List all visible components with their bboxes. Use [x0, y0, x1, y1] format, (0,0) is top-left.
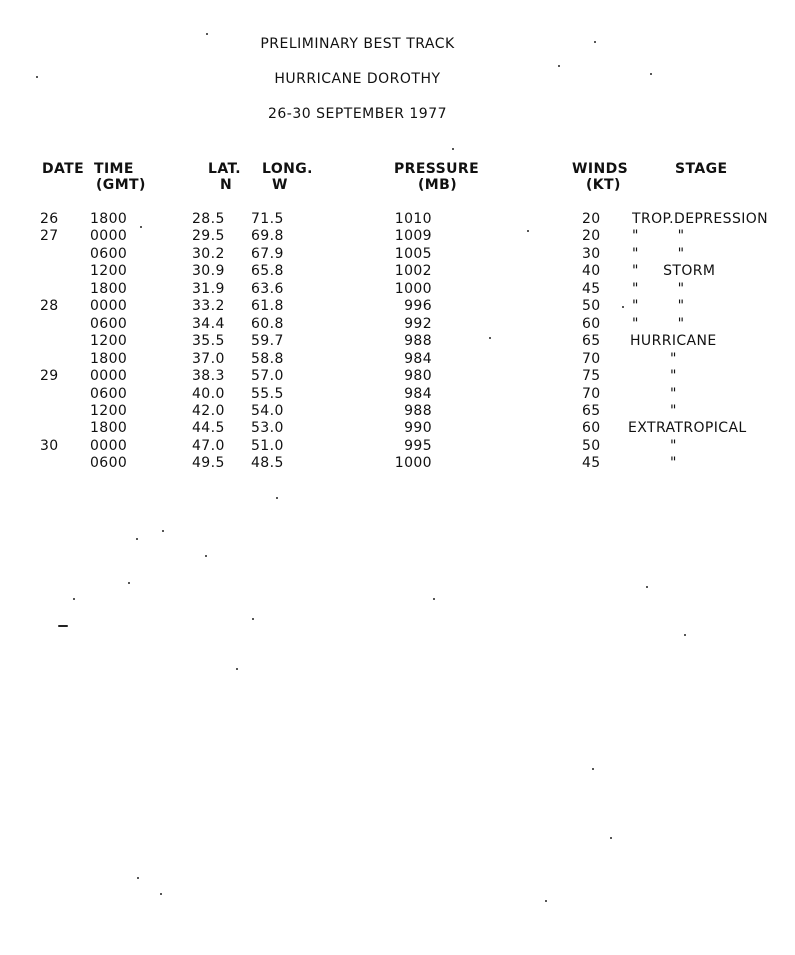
cell-date: 29: [40, 368, 59, 385]
cell-lat: 33.2: [192, 298, 225, 315]
cell-long: 67.9: [251, 245, 284, 262]
speck: [650, 73, 652, 75]
cell-long: 71.5: [251, 211, 284, 227]
cell-winds: 45: [582, 280, 601, 297]
cell-winds: 70: [582, 350, 601, 367]
cell-long: 53.0: [251, 420, 284, 437]
cell-time: 0000: [90, 298, 128, 315]
cell-long: 48.5: [251, 455, 284, 472]
header-winds-unit: (KT): [586, 177, 621, 193]
speck: [140, 226, 142, 228]
cell-pressure: 984: [404, 385, 432, 402]
cell-pressure: 1000: [394, 280, 432, 297]
speck: [276, 497, 278, 499]
speck: [622, 306, 624, 308]
cell-winds: 70: [582, 385, 601, 402]
cell-winds: 65: [582, 402, 601, 419]
speck: [236, 668, 238, 670]
storm-name: HURRICANE DOROTHY: [274, 71, 441, 87]
speck: [73, 598, 75, 600]
cell-time: 0000: [90, 228, 128, 245]
speck: [594, 41, 596, 43]
cell-time: 1800: [90, 350, 128, 367]
cell-long: 59.7: [251, 333, 284, 350]
cell-stage: TROP.DEPRESSION: [632, 211, 769, 227]
cell-stage: ": [670, 455, 677, 472]
cell-stage: " STORM: [632, 263, 716, 280]
cell-stage: " ": [632, 298, 685, 315]
date-range: 26-30 SEPTEMBER 1977: [267, 106, 448, 122]
cell-long: 55.5: [251, 385, 284, 402]
cell-long: 61.8: [251, 298, 284, 315]
cell-time: 1200: [90, 402, 128, 419]
cell-long: 60.8: [251, 315, 284, 332]
cell-time: 0600: [90, 245, 128, 262]
cell-stage: " ": [632, 228, 685, 245]
cell-time: 1200: [90, 333, 128, 350]
cell-stage: ": [670, 437, 677, 454]
cell-stage: " ": [632, 280, 685, 297]
speck: [610, 837, 612, 839]
cell-time: 0600: [90, 315, 128, 332]
cell-lat: 31.9: [192, 280, 225, 297]
cell-winds: 45: [582, 455, 601, 472]
speck: [433, 598, 435, 600]
speck: [128, 582, 130, 584]
cell-pressure: 980: [404, 368, 432, 385]
cell-pressure: 1005: [394, 245, 432, 262]
cell-pressure: 1009: [394, 228, 432, 245]
cell-pressure: 984: [404, 350, 432, 367]
header-lat-unit: N: [220, 177, 233, 193]
header-date: DATE: [42, 161, 85, 177]
speck: [558, 65, 560, 67]
cell-winds: 60: [582, 420, 601, 437]
cell-winds: 30: [582, 245, 601, 262]
cell-stage: ": [670, 350, 677, 367]
cell-winds: 65: [582, 333, 601, 350]
header-pressure-unit: (MB): [418, 177, 457, 193]
header-pressure: PRESSURE: [394, 161, 480, 177]
cell-pressure: 988: [404, 333, 432, 350]
speck: [452, 148, 454, 150]
cell-lat: 35.5: [192, 333, 225, 350]
cell-stage: ": [670, 368, 677, 385]
speck: [58, 625, 68, 627]
cell-lat: 37.0: [192, 350, 225, 367]
cell-pressure: 988: [404, 402, 432, 419]
cell-pressure: 996: [404, 298, 432, 315]
speck: [527, 230, 529, 232]
cell-winds: 50: [582, 437, 601, 454]
cell-long: 57.0: [251, 368, 284, 385]
cell-time: 0600: [90, 455, 128, 472]
speck: [252, 618, 254, 620]
cell-lat: 30.9: [192, 263, 225, 280]
cell-lat: 30.2: [192, 245, 225, 262]
speck: [206, 33, 208, 35]
cell-time: 1800: [90, 420, 128, 437]
cell-long: 51.0: [251, 437, 284, 454]
cell-lat: 28.5: [192, 211, 225, 227]
cell-date: 28: [40, 298, 59, 315]
cell-pressure: 990: [404, 420, 432, 437]
speck: [160, 893, 162, 895]
cell-pressure: 1002: [394, 263, 432, 280]
speck: [36, 76, 38, 78]
speck: [545, 900, 547, 902]
cell-time: 1800: [90, 280, 128, 297]
speck: [137, 877, 139, 879]
cell-stage: ": [670, 402, 677, 419]
speck: [205, 555, 207, 557]
speck: [684, 634, 686, 636]
header-long-unit: W: [272, 177, 288, 193]
header-time: TIME: [94, 161, 134, 177]
cell-lat: 42.0: [192, 402, 225, 419]
cell-winds: 20: [582, 228, 601, 245]
cell-date: 30: [40, 437, 59, 454]
cell-time: 1800: [90, 211, 128, 227]
document-title: PRELIMINARY BEST TRACK: [260, 36, 455, 52]
speck: [489, 337, 491, 339]
cell-winds: 60: [582, 315, 601, 332]
cell-long: 58.8: [251, 350, 284, 367]
cell-time: 0000: [90, 368, 128, 385]
header-time-unit: (GMT): [96, 177, 146, 193]
cell-winds: 40: [582, 263, 601, 280]
cell-time: 0000: [90, 437, 128, 454]
cell-long: 54.0: [251, 402, 284, 419]
cell-stage: EXTRATROPICAL: [628, 420, 747, 437]
cell-time: 0600: [90, 385, 128, 402]
cell-lat: 34.4: [192, 315, 225, 332]
cell-stage: ": [670, 385, 677, 402]
header-winds: WINDS: [572, 161, 629, 177]
cell-winds: 50: [582, 298, 601, 315]
cell-winds: 75: [582, 368, 601, 385]
cell-long: 69.8: [251, 228, 284, 245]
cell-lat: 40.0: [192, 385, 225, 402]
cell-time: 1200: [90, 263, 128, 280]
header-lat: LAT.: [208, 161, 242, 177]
header-stage: STAGE: [675, 161, 728, 177]
cell-lat: 49.5: [192, 455, 225, 472]
cell-lat: 44.5: [192, 420, 225, 437]
cell-stage: " ": [632, 245, 685, 262]
cell-date: 27: [40, 228, 59, 245]
cell-long: 63.6: [251, 280, 284, 297]
speck: [162, 530, 164, 532]
cell-date: 26: [40, 211, 59, 227]
cell-stage: HURRICANE: [630, 333, 717, 350]
cell-lat: 29.5: [192, 228, 225, 245]
speck: [646, 586, 648, 588]
cell-pressure: 992: [404, 315, 432, 332]
cell-stage: " ": [632, 315, 685, 332]
cell-lat: 47.0: [192, 437, 225, 454]
cell-pressure: 995: [404, 437, 432, 454]
header-long: LONG.: [262, 161, 313, 177]
speck: [592, 768, 594, 770]
cell-long: 65.8: [251, 263, 284, 280]
speck: [136, 538, 138, 540]
cell-winds: 20: [582, 211, 601, 227]
cell-pressure: 1010: [394, 211, 432, 227]
cell-pressure: 1000: [394, 455, 432, 472]
cell-lat: 38.3: [192, 368, 225, 385]
